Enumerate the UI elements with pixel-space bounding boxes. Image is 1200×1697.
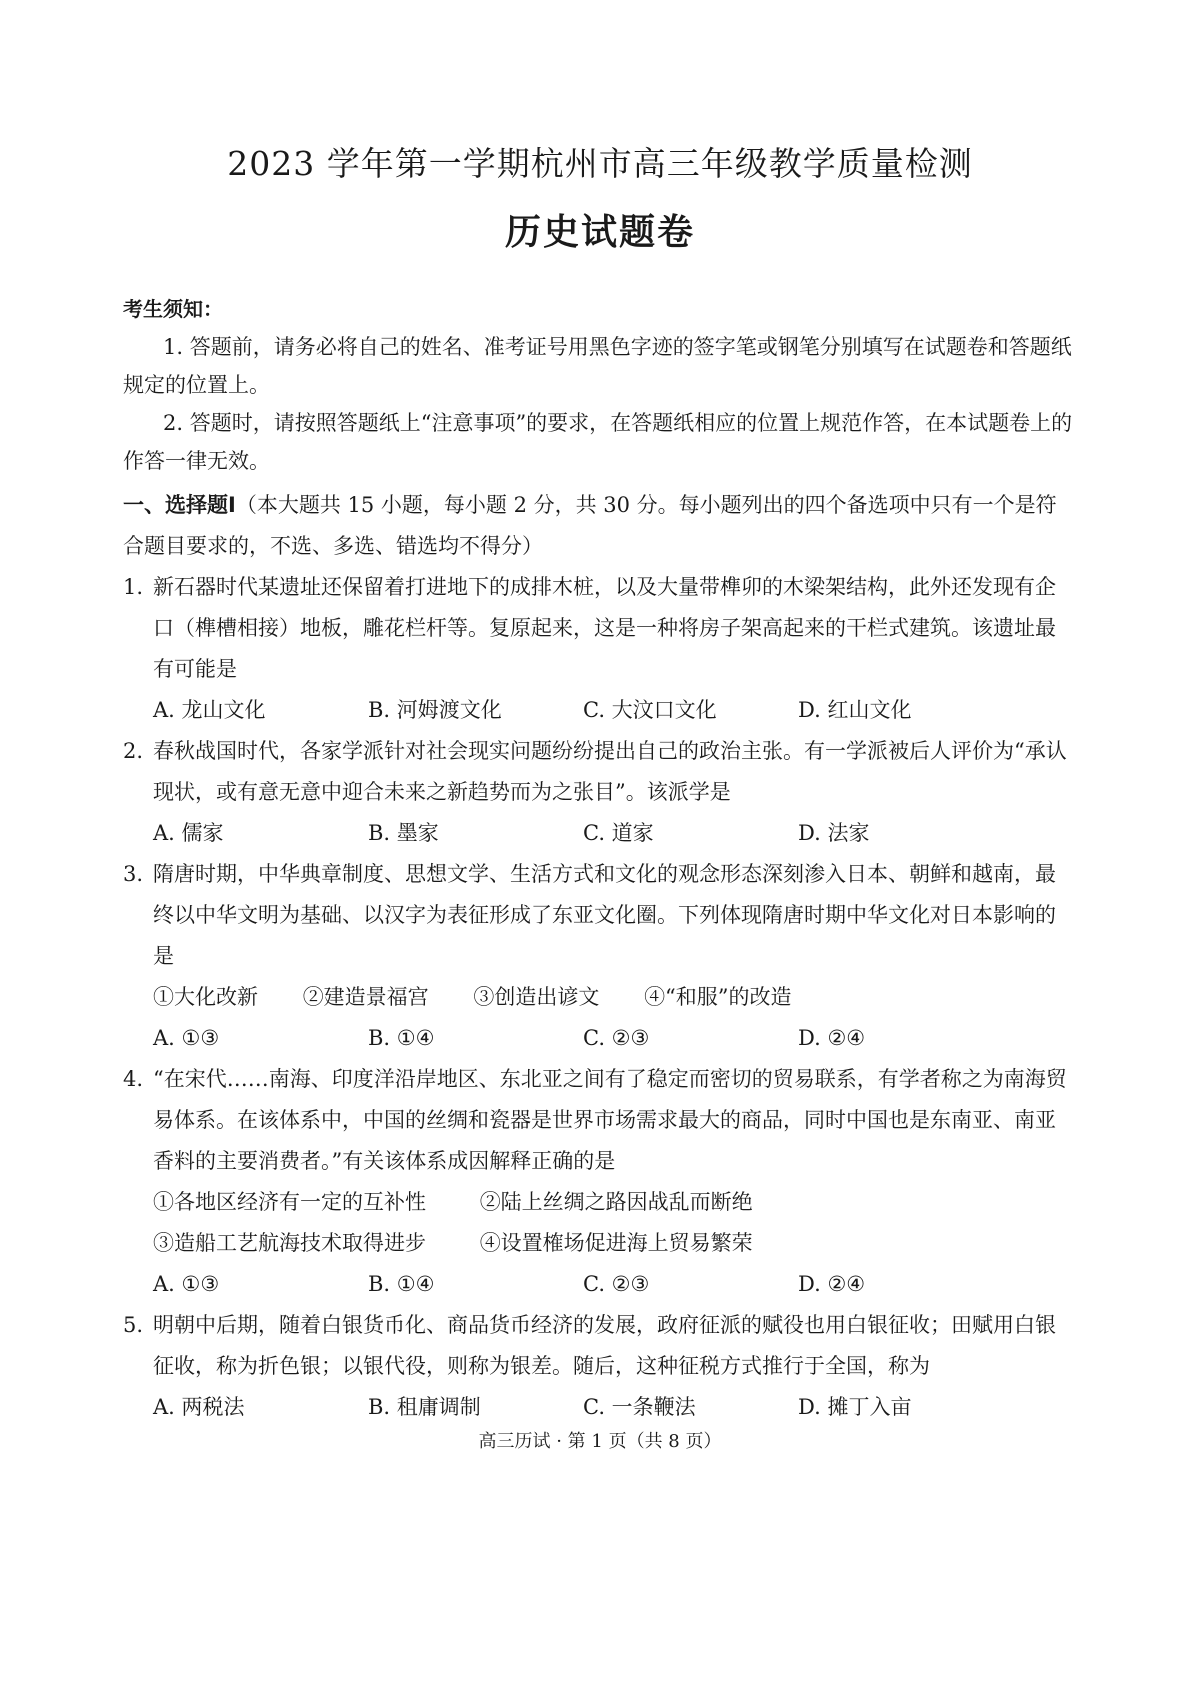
statement-item: ②陆上丝绸之路因战乱而断绝 bbox=[479, 1190, 753, 1214]
option-d[interactable]: D. 红山文化 bbox=[798, 698, 912, 722]
question-4-items bbox=[123, 1223, 1073, 1264]
option-b[interactable]: B. ①④ bbox=[368, 1026, 435, 1050]
exam-title: 2023 学年第一学期杭州市高三年级教学质量检测 bbox=[227, 144, 973, 183]
option-d[interactable]: D. 摊丁入亩 bbox=[798, 1395, 912, 1419]
statement-item: ④“和服”的改造 bbox=[644, 985, 792, 1009]
question-stem: 春秋战国时代，各家学派针对社会现实问题纷纷提出自己的政治主张。有一学派被后人评价为“承认现状，或有意无意中迎合未来之新趋势而为之张目”。该派学是 bbox=[153, 739, 1067, 804]
option-d[interactable]: D. 法家 bbox=[798, 821, 870, 845]
option-b[interactable]: B. 墨家 bbox=[368, 821, 439, 845]
statement-item: ④设置榷场促进海上贸易繁荣 bbox=[479, 1231, 753, 1255]
option-d[interactable]: D. ②④ bbox=[798, 1026, 866, 1050]
question-number: 4. bbox=[123, 1067, 144, 1091]
option-c[interactable]: C. ②③ bbox=[583, 1026, 650, 1050]
question-2-options bbox=[123, 813, 1073, 854]
option-a[interactable]: A. ①③ bbox=[153, 1272, 220, 1296]
question-stem: 新石器时代某遗址还保留着打进地下的成排木桩，以及大量带榫卯的木梁架结构，此外还发现有企口（榫槽相接）地板，雕花栏杆等。复原起来，这是一种将房子架高起来的干栏式建筑。该遗址最有可能是 bbox=[153, 575, 1056, 681]
question-4-items bbox=[123, 1182, 1073, 1223]
question-stem: 隋唐时期，中华典章制度、思想文学、生活方式和文化的观念形态深刻渗入日本、朝鲜和越南，最终以中华文明为基础、以汉字为表征形成了东亚文化圈。下列体现隋唐时期中华文化对日本影响的是 bbox=[153, 862, 1056, 968]
question-2 bbox=[123, 731, 1073, 813]
statement-item: ③创造出谚文 bbox=[473, 985, 600, 1009]
question-number: 5. bbox=[123, 1313, 144, 1337]
option-b[interactable]: B. ①④ bbox=[368, 1272, 435, 1296]
exam-subtitle: 历史试题卷 bbox=[504, 211, 695, 253]
notice-heading: 考生须知： bbox=[123, 297, 223, 321]
page-footer: 高三历试 · 第 1 页（共 8 页） bbox=[478, 1431, 722, 1452]
statement-item: ①各地区经济有一定的互补性 bbox=[153, 1190, 426, 1214]
question-1-options bbox=[123, 690, 1073, 731]
notice-item: 1. 答题前，请务必将自己的姓名、准考证号用黑色字迹的签字笔或钢笔分别填写在试题卷和答题纸规定的位置上。 bbox=[123, 335, 1072, 397]
option-c[interactable]: C. 大汶口文化 bbox=[583, 698, 717, 722]
question-3 bbox=[123, 854, 1073, 977]
question-3-items bbox=[123, 977, 1073, 1018]
option-d[interactable]: D. ②④ bbox=[798, 1272, 866, 1296]
candidate-notice bbox=[123, 290, 1073, 480]
question-1 bbox=[123, 567, 1073, 690]
question-4-options bbox=[123, 1264, 1073, 1305]
question-5 bbox=[123, 1305, 1073, 1387]
question-4 bbox=[123, 1059, 1073, 1182]
statement-item: ①大化改新 bbox=[153, 985, 258, 1009]
section-heading bbox=[123, 485, 1073, 567]
statement-item: ②建造景福宫 bbox=[302, 985, 429, 1009]
notice-item: 2. 答题时，请按照答题纸上“注意事项”的要求，在答题纸相应的位置上规范作答，在本试题卷上的作答一律无效。 bbox=[123, 411, 1073, 473]
question-stem: “在宋代……南海、印度洋沿岸地区、东北亚之间有了稳定而密切的贸易联系，有学者称之为南海贸易体系。在该体系中，中国的丝绸和瓷器是世界市场需求最大的商品，同时中国也是东南亚、南亚香料的主要消费者。”有关该体系成因解释正确的是 bbox=[153, 1067, 1067, 1173]
choice-section bbox=[123, 485, 1073, 1428]
option-a[interactable]: A. ①③ bbox=[153, 1026, 220, 1050]
question-3-options bbox=[123, 1018, 1073, 1059]
option-c[interactable]: C. 道家 bbox=[583, 821, 654, 845]
question-number: 2. bbox=[123, 739, 144, 763]
question-number: 1. bbox=[123, 575, 144, 599]
question-number: 3. bbox=[123, 862, 144, 886]
option-c[interactable]: C. ②③ bbox=[583, 1272, 650, 1296]
option-c[interactable]: C. 一条鞭法 bbox=[583, 1395, 696, 1419]
section-description: （本大题共 15 小题，每小题 2 分，共 30 分。每小题列出的四个备选项中只有一个是符合题目要求的，不选、多选、错选均不得分） bbox=[123, 493, 1057, 558]
question-5-options bbox=[123, 1387, 1073, 1428]
statement-item: ③造船工艺航海技术取得进步 bbox=[153, 1231, 426, 1255]
option-a[interactable]: A. 龙山文化 bbox=[153, 698, 266, 722]
option-b[interactable]: B. 河姆渡文化 bbox=[368, 698, 502, 722]
option-a[interactable]: A. 两税法 bbox=[153, 1395, 245, 1419]
option-a[interactable]: A. 儒家 bbox=[153, 821, 224, 845]
question-stem: 明朝中后期，随着白银货币化、商品货币经济的发展，政府征派的赋役也用白银征收；田赋用白银征收，称为折色银；以银代役，则称为银差。随后，这种征税方式推行于全国，称为 bbox=[153, 1313, 1056, 1378]
option-b[interactable]: B. 租庸调制 bbox=[368, 1395, 481, 1419]
section-lead: 一、选择题Ⅰ bbox=[123, 493, 236, 517]
